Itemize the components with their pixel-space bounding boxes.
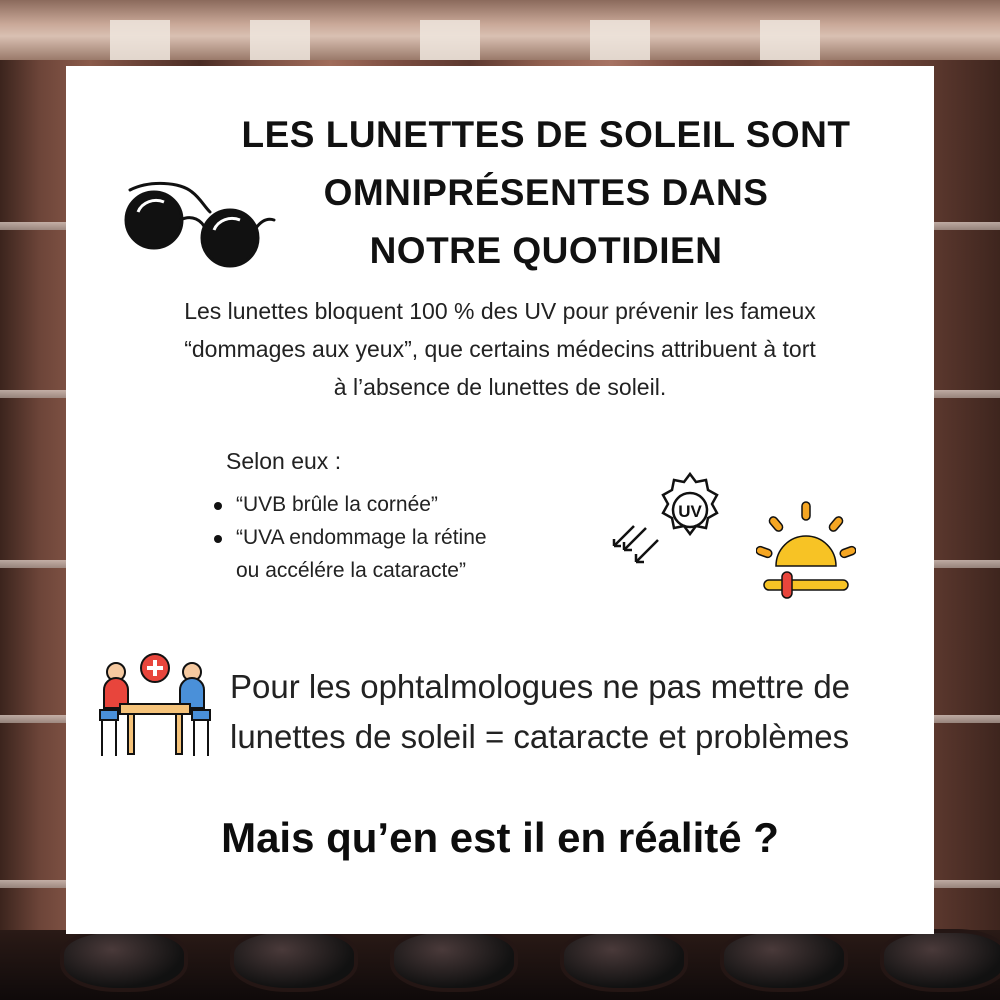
sunglasses-lens bbox=[560, 929, 688, 992]
sunglasses-lens bbox=[720, 929, 848, 992]
selon-label: Selon eux : bbox=[226, 448, 342, 474]
info-card bbox=[66, 66, 934, 934]
sunglasses-lens bbox=[60, 929, 188, 992]
intro-line: à l’absence de lunettes de soleil. bbox=[333, 374, 667, 400]
sun-temperature-icon bbox=[756, 496, 856, 606]
shelf bbox=[930, 880, 1000, 888]
shelf-stripe bbox=[760, 20, 820, 60]
shelf bbox=[0, 880, 70, 888]
list-item bbox=[206, 521, 487, 587]
shelf-stripe bbox=[420, 20, 480, 60]
claims-list bbox=[206, 488, 487, 587]
sunglasses-display bbox=[0, 930, 1000, 1000]
sunglasses-lens bbox=[390, 929, 518, 992]
list-item-text: ou accélére la cataracte” bbox=[236, 559, 466, 582]
shelf bbox=[0, 390, 70, 398]
list-item-text: “UVA endommage la rétine bbox=[236, 526, 487, 549]
bullet-icon bbox=[214, 502, 222, 510]
list-item bbox=[206, 488, 487, 521]
shelf bbox=[0, 715, 70, 723]
uv-badge-text: UV bbox=[678, 502, 702, 521]
ophtalmologist-statement bbox=[230, 662, 930, 762]
list-item-text: “UVB brûle la cornée” bbox=[236, 493, 438, 516]
title-line: LES LUNETTES DE SOLEIL SONT bbox=[241, 114, 851, 155]
shelf bbox=[0, 222, 70, 230]
shelf bbox=[930, 222, 1000, 230]
shelf bbox=[930, 715, 1000, 723]
intro-line: Les lunettes bloquent 100 % des UV pour prévenir les fameux bbox=[184, 298, 816, 324]
round-sunglasses-icon bbox=[110, 176, 280, 276]
intro-line: “dommages aux yeux”, que certains médecins attribuent à tort bbox=[184, 336, 816, 362]
title-line: OMNIPRÉSENTES DANS bbox=[323, 172, 769, 213]
shelf bbox=[930, 390, 1000, 398]
shelf bbox=[0, 560, 70, 568]
intro-paragraph bbox=[86, 292, 914, 406]
page-title bbox=[236, 106, 856, 280]
shelf-stripe bbox=[250, 20, 310, 60]
shelf bbox=[930, 560, 1000, 568]
sunglasses-lens bbox=[880, 929, 1000, 992]
sunglasses-lens bbox=[230, 929, 358, 992]
bullet-icon bbox=[214, 535, 222, 543]
shelf-stripe bbox=[590, 20, 650, 60]
shelf-stripe bbox=[110, 20, 170, 60]
doctor-consultation-icon bbox=[96, 650, 214, 764]
closing-question: Mais qu’en est il en réalité ? bbox=[221, 814, 779, 861]
uv-rays-icon bbox=[606, 468, 726, 578]
title-line: NOTRE QUOTIDIEN bbox=[369, 230, 723, 271]
statement-line: lunettes de soleil = cataracte et problèmes bbox=[230, 718, 850, 755]
statement-line: Pour les ophtalmologues ne pas mettre de bbox=[230, 668, 851, 705]
